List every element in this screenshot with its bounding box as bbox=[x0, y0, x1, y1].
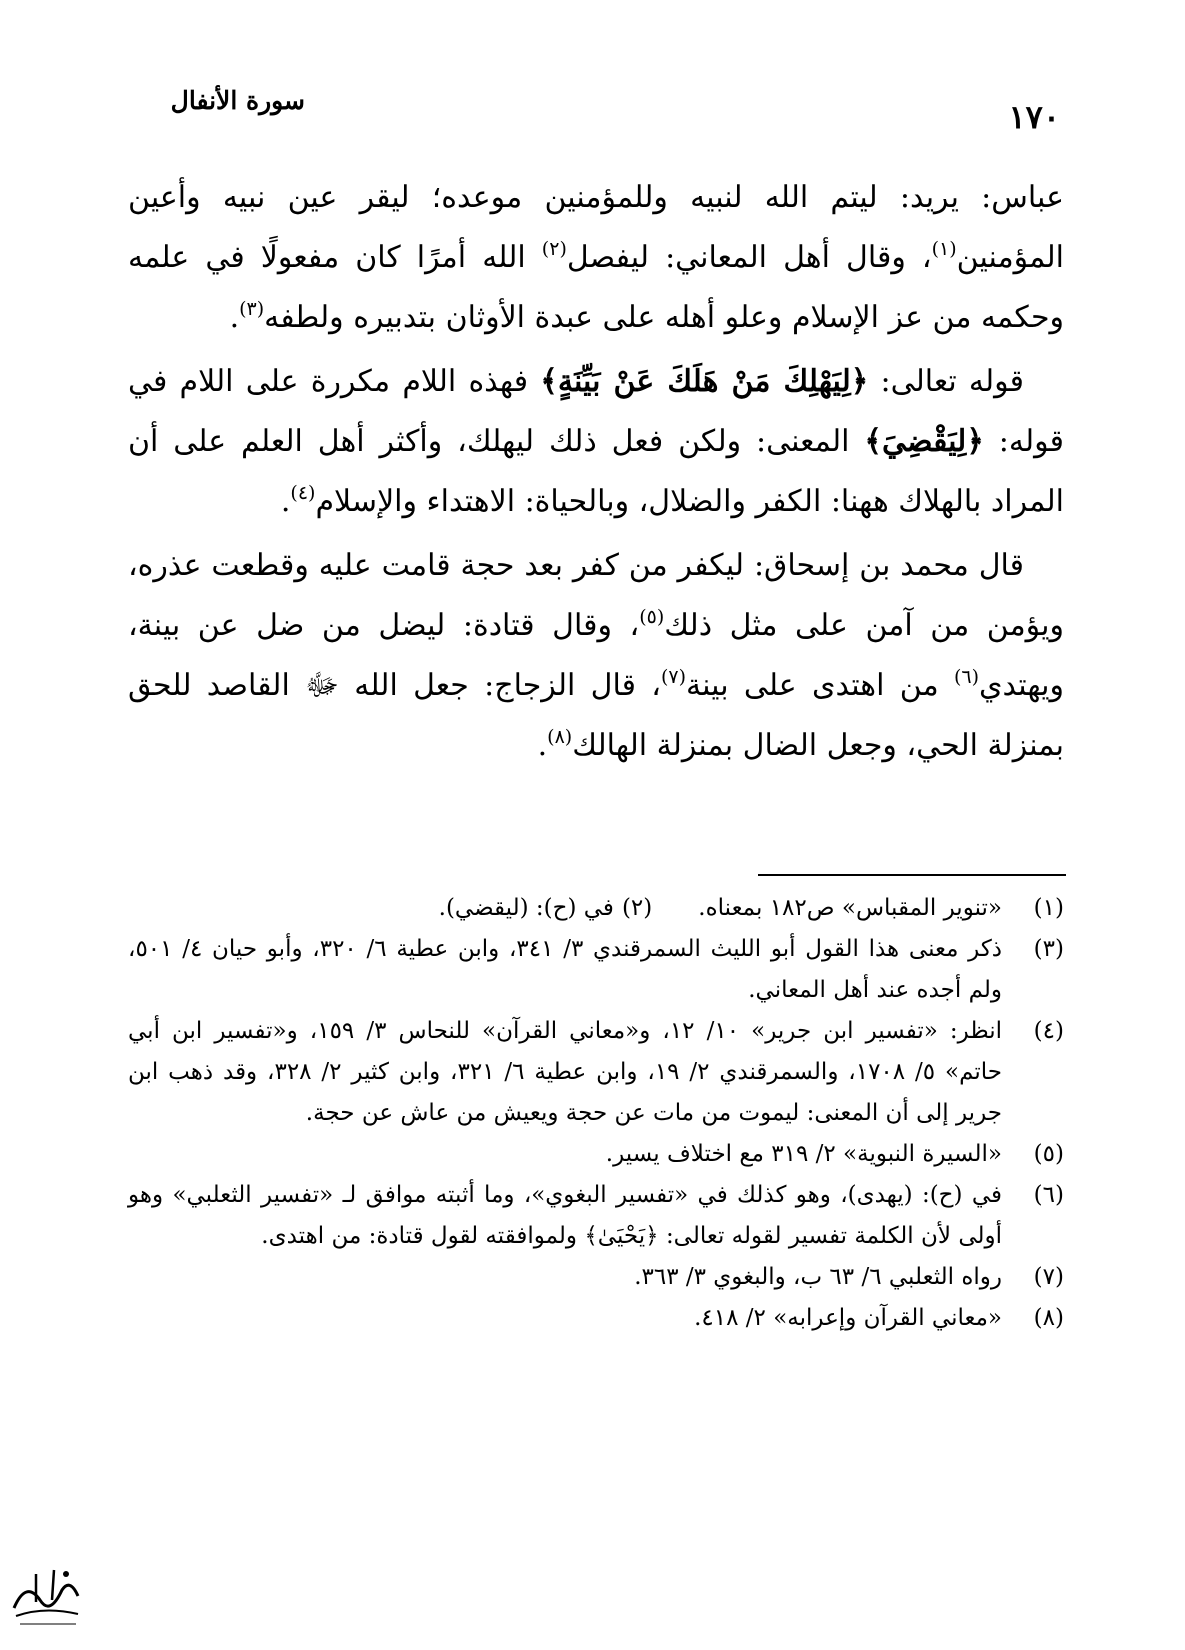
running-title: سورة الأنفال bbox=[170, 86, 305, 115]
text-run: من اهتدى على بينة bbox=[686, 668, 954, 703]
text-run: الله أمرًا كان مفعولًا في علمه وحكمه من عز الإسلام وعلو أهله على عبدة الأوثان بتدبيره ولطفه bbox=[128, 240, 1064, 335]
main-text bbox=[128, 168, 1064, 780]
footnote-number: (٦) bbox=[1033, 1182, 1064, 1208]
text-run: . bbox=[229, 300, 240, 335]
footnote-number: (٨) bbox=[1033, 1305, 1064, 1331]
paragraph-3 bbox=[128, 536, 1064, 776]
footnote-text: ذكر معنى هذا القول أبو الليث السمرقندي ٣/ ٣٤١، وابن عطية ٦/ ٣٢٠، وأبو حيان ٤/ ٥٠١، ولم أجده عند أهل المعاني. bbox=[128, 936, 1003, 1003]
page-number: ١٧٠ bbox=[1008, 98, 1060, 136]
footnote-4 bbox=[128, 1011, 1064, 1134]
text-run: ، قال الزجاج: جعل الله ﷻ القاصد للحق بمنزلة الحي، وجعل الضال بمنزلة الهالك bbox=[128, 668, 1064, 763]
footnote-number: (٤) bbox=[1033, 1018, 1064, 1044]
footnote-1-2 bbox=[128, 888, 1064, 929]
text-run: قال محمد بن إسحاق: ليكفر من كفر بعد حجة قامت عليه وقطعت عذره، ويؤمن من آمن على مثل ذلك bbox=[128, 548, 1064, 643]
footnote-8 bbox=[128, 1298, 1064, 1339]
footnote-ref: (٨) bbox=[547, 726, 573, 748]
footnote-number: (٣) bbox=[1033, 936, 1064, 962]
footnote-ref: (٢) bbox=[541, 238, 567, 260]
paragraph-1 bbox=[128, 168, 1064, 348]
footnote-ref: (٣) bbox=[239, 298, 265, 320]
footnote-ref: (٧) bbox=[660, 666, 686, 688]
text-run: ، وقال أهل المعاني: ليفصل bbox=[566, 240, 932, 275]
text-run: قوله تعالى: bbox=[868, 364, 1024, 399]
footnote-ref: (١) bbox=[931, 238, 957, 260]
text-run: . bbox=[280, 484, 291, 519]
footnote-ref: (٤) bbox=[290, 482, 316, 504]
footnote-7 bbox=[128, 1257, 1064, 1298]
footnote-number: (٧) bbox=[1033, 1264, 1064, 1290]
footnote-ref: (٥) bbox=[639, 606, 665, 628]
footnote-6 bbox=[128, 1175, 1064, 1257]
footnote-text: «تنوير المقباس» ص١٨٢ بمعناه. bbox=[698, 895, 1002, 921]
text-run: المعنى: ولكن فعل ذلك ليهلك، وأكثر أهل العلم على أن المراد بالهلاك ههنا: الكفر والضلال، وبالحياة: الاهتداء والإسلام bbox=[128, 424, 1064, 519]
footnote-ref: (٦) bbox=[953, 666, 980, 688]
text-run: فهذه اللام مكررة على اللام في قوله: bbox=[128, 364, 1064, 459]
publisher-logo-icon bbox=[6, 1560, 86, 1630]
footnote-5 bbox=[128, 1134, 1064, 1175]
quran-quote: ﴿لِيَهْلِكَ مَنْ هَلَكَ عَنْ بَيِّنَةٍ﴾ bbox=[540, 364, 869, 399]
footnote-text: في (ح): (ليقضي). bbox=[438, 895, 614, 921]
footnote-3 bbox=[128, 929, 1064, 1011]
footnote-text: في (ح): (يهدى)، وهو كذلك في «تفسير البغوي»، وما أثبته موافق لـ «تفسير الثعلبي» وهو أولى لأن الكلمة تفسير لقوله تعالى: ﴿يَحْيَىٰ﴾ ولموافقته لقول قتادة: من اهتدى. bbox=[128, 1182, 1002, 1249]
footnote-text: «السيرة النبوية» ٢/ ٣١٩ مع اختلاف يسير. bbox=[605, 1141, 1002, 1167]
footnote-text: رواه الثعلبي ٦/ ٦٣ ب، والبغوي ٣/ ٣٦٣. bbox=[634, 1264, 1002, 1290]
footnote-number: (١) bbox=[1033, 895, 1064, 921]
text-run: عباس: يريد: ليتم الله لنبيه وللمؤمنين موعده؛ ليقر عين نبيه وأعين المؤمنين bbox=[128, 180, 1065, 275]
footnote-text: انظر: «تفسير ابن جرير» ١٠/ ١٢، و«معاني القرآن» للنحاس ٣/ ١٥٩، و«تفسير ابن أبي حاتم» ٥/ ١٧٠٨، والسمرقندي ٢/ ١٩، وابن عطية ٦/ ٣٢١، وابن كثير ٢/ ٣٢٨، وقد ذهب ابن جرير إلى أن المعنى: ليموت من مات عن حجة ويعيش من عاش عن حجة. bbox=[128, 1018, 1003, 1126]
footnote-number: (٥) bbox=[1033, 1141, 1064, 1167]
footnote-separator bbox=[758, 874, 1066, 876]
footnote-number: (٢) bbox=[621, 895, 653, 921]
footnote-text: «معاني القرآن وإعرابه» ٢/ ٤١٨. bbox=[694, 1305, 1002, 1331]
footnotes bbox=[128, 888, 1064, 1339]
text-run: . bbox=[537, 728, 548, 763]
text-run: ، وقال قتادة: ليضل من ضل عن بينة، ويهتدي bbox=[128, 608, 1064, 703]
paragraph-2 bbox=[128, 352, 1064, 532]
quran-quote: ﴿لِيَقْضِيَ﴾ bbox=[864, 424, 984, 459]
